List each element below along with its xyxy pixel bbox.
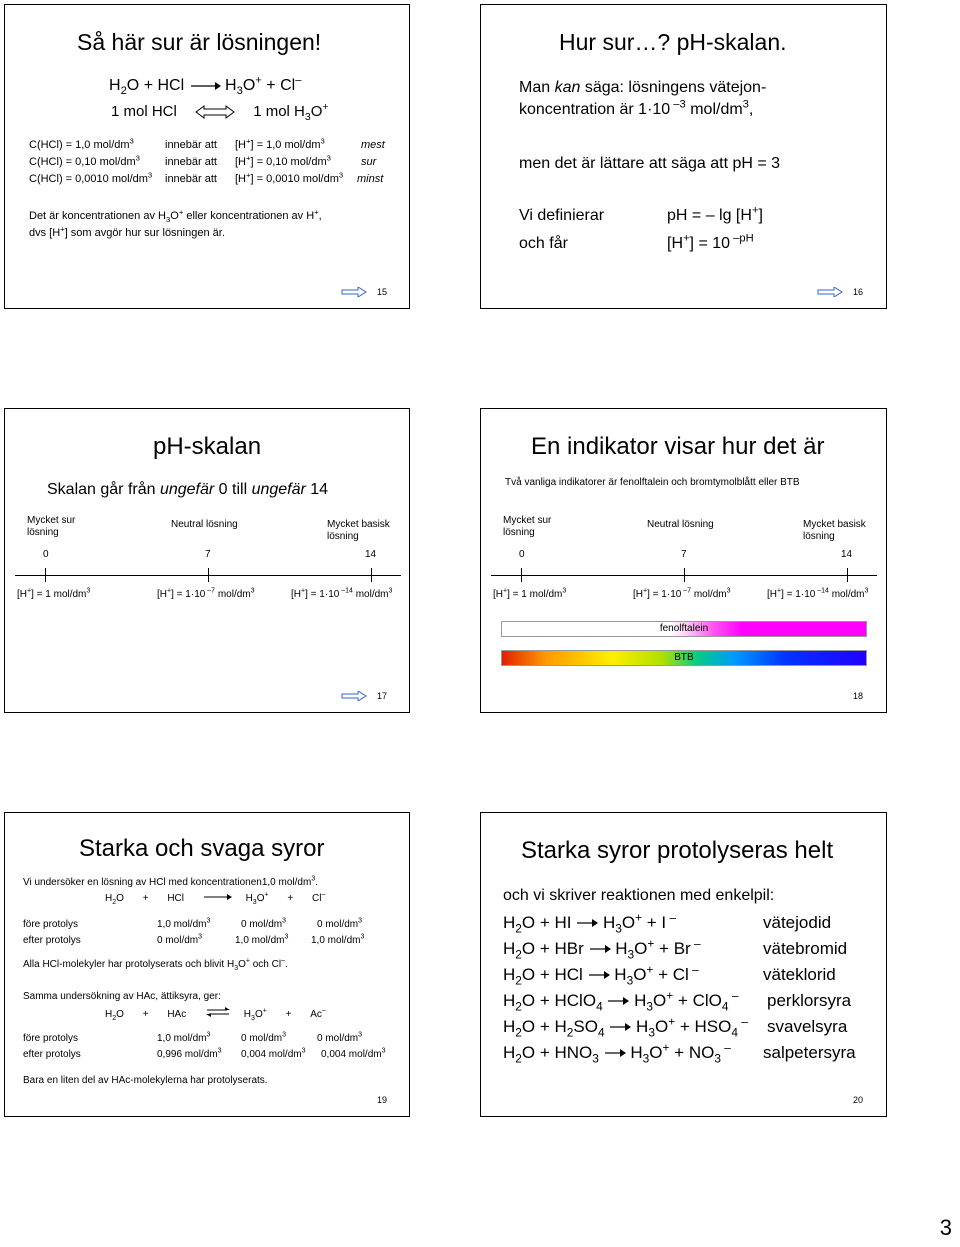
- table-cell: innebär att: [165, 173, 217, 185]
- reaction-arrow-icon: [604, 1048, 626, 1058]
- reaction-hcl: $H_2O$ + HCl $H_3O^+ + Cl^-$: [105, 891, 326, 906]
- next-slide-arrow-icon: [341, 287, 367, 297]
- slide-number: 17: [377, 691, 388, 701]
- table-cell: 0,996 mol/$dm^3$: [157, 1047, 222, 1060]
- table-row: C(HCl) = 0,10 mol/$dm^3$: [29, 153, 140, 168]
- table-row: före protolys: [23, 919, 79, 930]
- table-cell: 0 mol/$dm^3$: [157, 933, 203, 946]
- acid-name: väteklorid: [763, 965, 836, 984]
- slide-subtitle: Skalan går från ungefär 0 till ungefär 14: [47, 481, 329, 498]
- table-cell: 1,0 mol/$dm^3$: [235, 933, 289, 946]
- definition-formula: pH = – lg [H+]: [667, 204, 763, 224]
- reaction-arrow-icon: [589, 944, 611, 954]
- axis-tick: [45, 568, 46, 582]
- table-cell: 0 mol/$dm^3$: [317, 917, 363, 930]
- table-cell: 1,0 mol/$dm^3$: [311, 933, 365, 946]
- note-text-2: Bara en liten del av HAc-molekylerna har protolyserats.: [23, 1075, 268, 1086]
- text-line: koncentration är 1·10 $^{-3}$ mol/$dm^3$,: [519, 98, 754, 118]
- axis-tick: [684, 568, 685, 582]
- slide-16: [480, 4, 887, 309]
- slide-17: [4, 408, 410, 713]
- result-formula: [H+] = 10 $^{-pH}$: [667, 232, 754, 252]
- table-row: före protolys: [23, 1033, 79, 1044]
- btb-bar: [501, 650, 867, 666]
- slide-number: 18: [853, 691, 864, 701]
- slide-subtitle: Två vanliga indikatorer är fenolftalein och bromtymolblått eller BTB: [505, 477, 800, 488]
- scale-label-base: Mycket basisk lösning: [327, 519, 390, 542]
- bar-label: fenolftalein: [659, 623, 709, 634]
- list-item: $H_2O$ + HCl $H_3O^+ + Cl$ –: [503, 962, 699, 988]
- scale-label-acid: Mycket sur lösning: [503, 515, 552, 538]
- slide-title: pH-skalan: [153, 433, 262, 460]
- table-cell: 1,0 mol/$dm^3$: [157, 1031, 211, 1044]
- reaction-arrow-icon: [607, 996, 629, 1006]
- reaction-equation: $H_2O$ + HCl $H_3O^+ + Cl^-$: [109, 74, 302, 98]
- text-line: Man kan säga: lösningens vätejon-: [519, 79, 767, 96]
- equilibrium-arrow-icon: [205, 1007, 231, 1017]
- table-cell: minst: [357, 173, 384, 185]
- reaction-arrow-icon: [576, 918, 598, 928]
- double-arrow-icon: [195, 105, 235, 119]
- axis-tick: [847, 568, 848, 582]
- conc-label-2: [H+] = 1·10 $^{-7}$ mol/$dm^3$: [633, 587, 731, 600]
- table-row: efter protolys: [23, 935, 81, 946]
- table-cell: mest: [361, 139, 385, 151]
- scale-tick-7: 7: [205, 549, 211, 560]
- slide-number: 15: [377, 287, 388, 297]
- scale-label-neutral: Neutral lösning: [171, 519, 238, 530]
- slide-title: En indikator visar hur det är: [531, 433, 825, 460]
- scale-label-acid: Mycket sur lösning: [27, 515, 76, 538]
- conc-label-3: [H+] = 1·10 $^{-14}$ mol/$dm^3$: [291, 587, 393, 600]
- reaction-arrow-icon: [203, 893, 233, 901]
- slide-title: Starka och svaga syror: [79, 835, 325, 862]
- axis-tick: [521, 568, 522, 582]
- intro-text-2: Samma undersökning av HAc, ättiksyra, ger:: [23, 991, 221, 1002]
- next-slide-arrow-icon: [341, 691, 367, 701]
- slide-title: Så här sur är lösningen!: [77, 29, 322, 55]
- table-cell: 0 mol/$dm^3$: [317, 1031, 363, 1044]
- list-item: $H_2O + H_2SO_4$ $H_3O^+ + HSO_4$ –: [503, 1014, 748, 1040]
- conc-label-2: [H+] = 1·10 $^{-7}$ mol/$dm^3$: [157, 587, 255, 600]
- bar-label: BTB: [674, 652, 694, 663]
- table-cell: innebär att: [165, 156, 217, 168]
- reaction-hac: $H_2O$ + HAc $H_3O^+ + Ac^-$: [105, 1007, 326, 1022]
- list-item: $H_2O$ + HI $H_3O^+ + I$ –: [503, 910, 677, 936]
- slide-number: 19: [377, 1095, 388, 1105]
- list-item: $H_2O$ + HClO$_4$ $H_3O^+ + ClO_4$ –: [503, 988, 739, 1014]
- page-number: 3: [939, 1215, 952, 1240]
- conc-label-1: [H+] = 1 mol/$dm^3$: [17, 587, 91, 600]
- conc-label-1: [H+] = 1 mol/$dm^3$: [493, 587, 567, 600]
- scale-label-neutral: Neutral lösning: [647, 519, 714, 530]
- axis-tick: [208, 568, 209, 582]
- table-row: efter protolys: [23, 1049, 81, 1060]
- reaction-arrow-icon: [588, 970, 610, 980]
- scale-tick-0: 0: [519, 549, 525, 560]
- slide-title: Starka syror protolyseras helt: [521, 837, 834, 864]
- slide-15: [4, 4, 410, 309]
- note-text: Alla HCl-molekyler har protolyserats och blivit $H_3O^+$ och Cl–.: [23, 957, 288, 972]
- scale-tick-0: 0: [43, 549, 49, 560]
- note-line-1: Det är koncentrationen av $H_3O^+$ eller koncentrationen av H+,: [29, 207, 322, 225]
- table-cell: sur: [361, 156, 377, 168]
- table-row: C(HCl) = 1,0 mol/$dm^3$: [29, 136, 134, 151]
- fenolftalein-bar: [501, 621, 867, 637]
- acid-name: perklorsyra: [767, 991, 852, 1010]
- acid-name: salpetersyra: [763, 1043, 856, 1062]
- table-cell: 0 mol/$dm^3$: [241, 917, 287, 930]
- table-cell: 1,0 mol/$dm^3$: [157, 917, 211, 930]
- slide-18: [480, 408, 887, 713]
- result-label: och får: [519, 235, 568, 252]
- slide-19: [4, 812, 410, 1117]
- text-line: men det är lättare att säga att pH = 3: [519, 155, 781, 172]
- note-line-2: dvs [H+] som avgör hur sur lösningen är.: [29, 224, 225, 239]
- slide-20: [480, 812, 887, 1117]
- acid-name: vätejodid: [763, 913, 832, 932]
- conc-label-3: [H+] = 1·10 $^{-14}$ mol/$dm^3$: [767, 587, 869, 600]
- definition-label: Vi definierar: [519, 207, 605, 224]
- table-cell: 0 mol/$dm^3$: [241, 1031, 287, 1044]
- slide-subtitle: och vi skriver reaktionen med enkelpil:: [503, 887, 775, 904]
- table-cell: 0,004 mol/$dm^3$: [321, 1047, 386, 1060]
- acid-name: vätebromid: [763, 939, 848, 958]
- next-slide-arrow-icon: [817, 287, 843, 297]
- table-row: C(HCl) = 0,0010 mol/$dm^3$: [29, 170, 153, 185]
- table-cell: [H+] = 0,10 mol/$dm^3$: [235, 153, 331, 168]
- table-cell: [H+] = 0,0010 mol/$dm^3$: [235, 170, 344, 185]
- slide-number: 16: [853, 287, 864, 297]
- list-item: $H_2O + HNO_3$ $H_3O^+ + NO_3$ –: [503, 1040, 731, 1066]
- scale-tick-7: 7: [681, 549, 687, 560]
- mole-relation: 1 mol HCl 1 mol $H_3O^+$: [111, 101, 329, 123]
- scale-tick-14: 14: [365, 549, 377, 560]
- scale-tick-14: 14: [841, 549, 853, 560]
- table-cell: innebär att: [165, 139, 217, 151]
- intro-text: Vi undersöker en lösning av HCl med koncentrationen1,0 mol/$dm^3$.: [23, 875, 318, 888]
- list-item: $H_2O$ + HBr $H_3O^+ + Br$ –: [503, 936, 701, 962]
- slide-title: Hur sur…? pH-skalan.: [559, 29, 787, 55]
- reaction-arrow-icon: [609, 1022, 631, 1032]
- table-cell: 0,004 mol/$dm^3$: [241, 1047, 306, 1060]
- reaction-arrow-icon: [189, 81, 221, 91]
- slide-number: 20: [853, 1095, 864, 1105]
- table-cell: [H+] = 1,0 mol/$dm^3$: [235, 136, 325, 151]
- axis-tick: [371, 568, 372, 582]
- acid-name: svavelsyra: [767, 1017, 848, 1036]
- scale-label-base: Mycket basisk lösning: [803, 519, 866, 542]
